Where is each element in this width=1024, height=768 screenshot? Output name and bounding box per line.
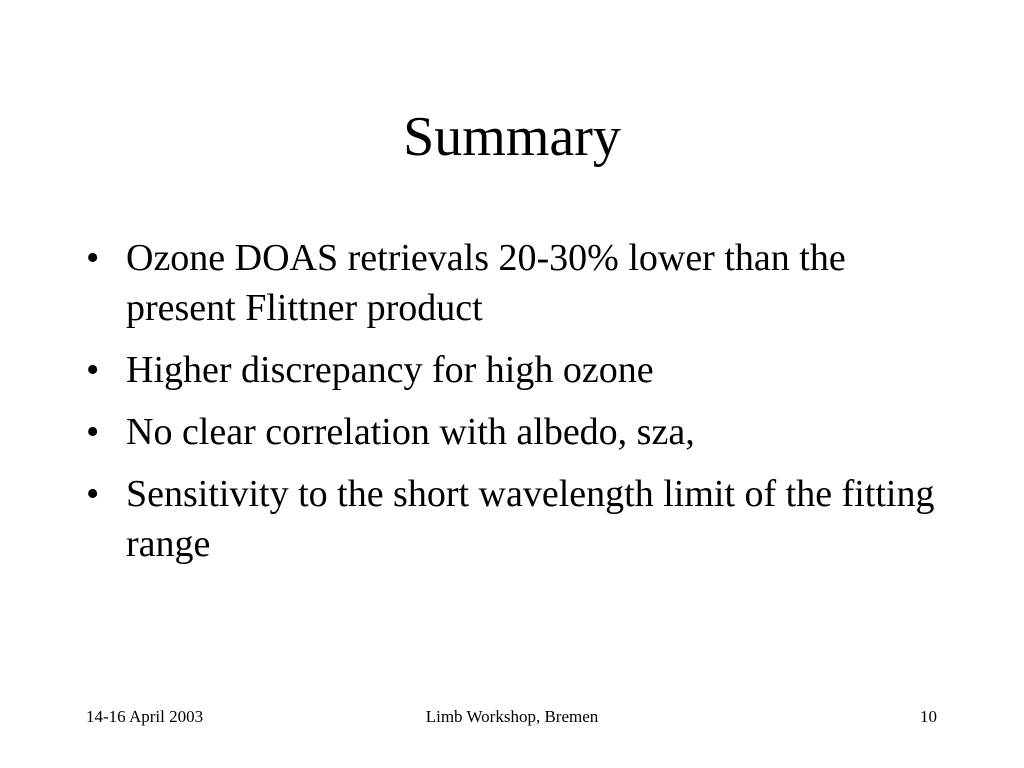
bullet-list bbox=[86, 233, 946, 581]
bullet-text: Higher discrepancy for high ozone bbox=[126, 349, 654, 391]
bullet-item bbox=[86, 345, 946, 395]
footer-event: Limb Workshop, Bremen bbox=[425, 707, 599, 726]
bullet-marker-icon: • bbox=[86, 473, 100, 515]
bullet-marker-icon: • bbox=[86, 349, 100, 391]
slide-title: Summary bbox=[403, 106, 621, 168]
bullet-item bbox=[86, 233, 946, 333]
footer-date: 14-16 April 2003 bbox=[86, 707, 204, 726]
bullet-text: Sensitivity to the short wavelength limit of the fitting range bbox=[126, 473, 935, 565]
bullet-marker-icon: • bbox=[86, 237, 100, 279]
bullet-text: Ozone DOAS retrievals 20-30% lower than the present Flittner product bbox=[126, 237, 846, 329]
bullet-text: No clear correlation with albedo, sza, bbox=[126, 411, 695, 453]
footer-page-number: 10 bbox=[920, 707, 937, 726]
bullet-marker-icon: • bbox=[86, 411, 100, 453]
bullet-item bbox=[86, 407, 946, 457]
bullet-item bbox=[86, 469, 946, 569]
